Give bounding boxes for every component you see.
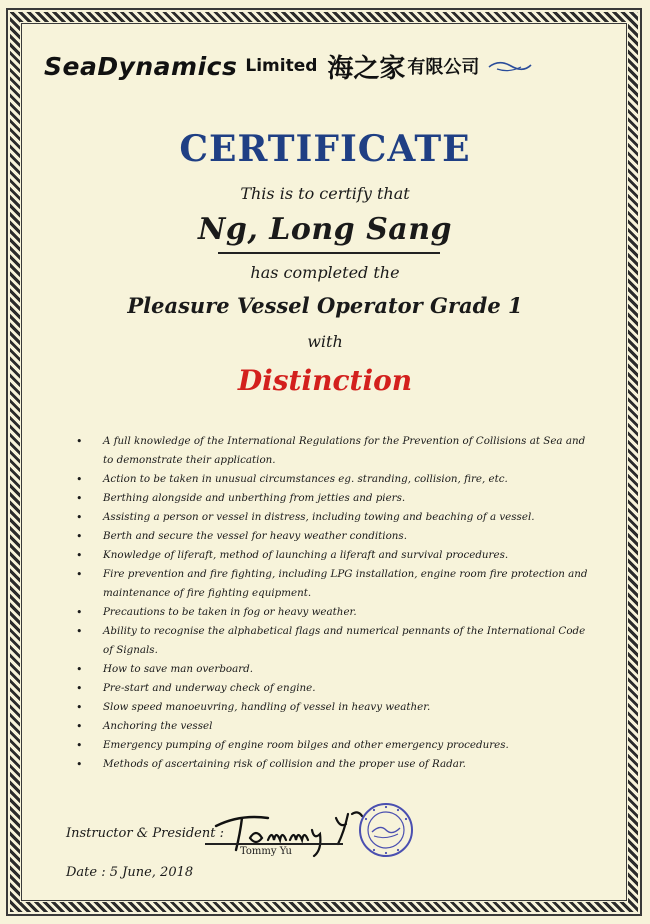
competency-list bbox=[72, 432, 592, 774]
wave-icon bbox=[487, 57, 533, 75]
completed-text: has completed the bbox=[250, 263, 400, 282]
signature-line bbox=[205, 843, 343, 845]
list-item: • Anchoring the vessel bbox=[72, 717, 592, 736]
company-seal-icon bbox=[358, 802, 414, 858]
chinese-name-main: 海之家 bbox=[327, 53, 406, 84]
list-item: • Methods of ascertaining risk of collision and the proper use of Radar. bbox=[72, 755, 592, 774]
list-item: • Action to be taken in unusual circumstances eg. stranding, collision, fire, etc. bbox=[72, 470, 592, 489]
certificate-title: CERTIFICATE bbox=[179, 128, 471, 170]
list-item: • Slow speed manoeuvring, handling of vessel in heavy weather. bbox=[72, 698, 592, 717]
certify-text: This is to certify that bbox=[240, 184, 410, 203]
list-item: • How to save man overboard. bbox=[72, 660, 592, 679]
list-item: • Berthing alongside and unberthing from jetties and piers. bbox=[72, 489, 592, 508]
list-item: • A full knowledge of the International Regulations for the Prevention of Collisions at Sea and to demonstrate their application. bbox=[72, 432, 592, 470]
signer-name: Tommy Yu bbox=[240, 846, 292, 857]
brand-name: SeaDynamics bbox=[44, 51, 238, 81]
list-item: • Pre-start and underway check of engine. bbox=[72, 679, 592, 698]
recipient-name: Ng, Long Sang bbox=[197, 212, 452, 247]
issue-date: Date : 5 June, 2018 bbox=[66, 865, 194, 880]
instructor-label: Instructor & President : bbox=[66, 826, 224, 841]
chinese-name-suffix: 有限公司 bbox=[407, 57, 480, 78]
course-name: Pleasure Vessel Operator Grade 1 bbox=[127, 293, 523, 318]
handwritten-signature bbox=[210, 800, 380, 860]
brand-suffix: Limited bbox=[245, 56, 318, 76]
recipient-underline bbox=[218, 252, 440, 254]
company-header bbox=[44, 48, 614, 84]
list-item: • Berth and secure the vessel for heavy weather conditions. bbox=[72, 527, 592, 546]
list-item: • Assisting a person or vessel in distress, including towing and beaching of a vessel. bbox=[72, 508, 592, 527]
distinction-grade: Distinction bbox=[237, 364, 413, 397]
list-item: • Precautions to be taken in fog or heavy weather. bbox=[72, 603, 592, 622]
list-item: • Emergency pumping of engine room bilges and other emergency procedures. bbox=[72, 736, 592, 755]
with-text: with bbox=[307, 332, 343, 351]
list-item: • Fire prevention and fire fighting, including LPG installation, engine room fire protection and maintenance of fire fighting equipment. bbox=[72, 565, 592, 603]
list-item: • Ability to recognise the alphabetical flags and numerical pennants of the International Code of Signals. bbox=[72, 622, 592, 660]
list-item: • Knowledge of liferaft, method of launching a liferaft and survival procedures. bbox=[72, 546, 592, 565]
